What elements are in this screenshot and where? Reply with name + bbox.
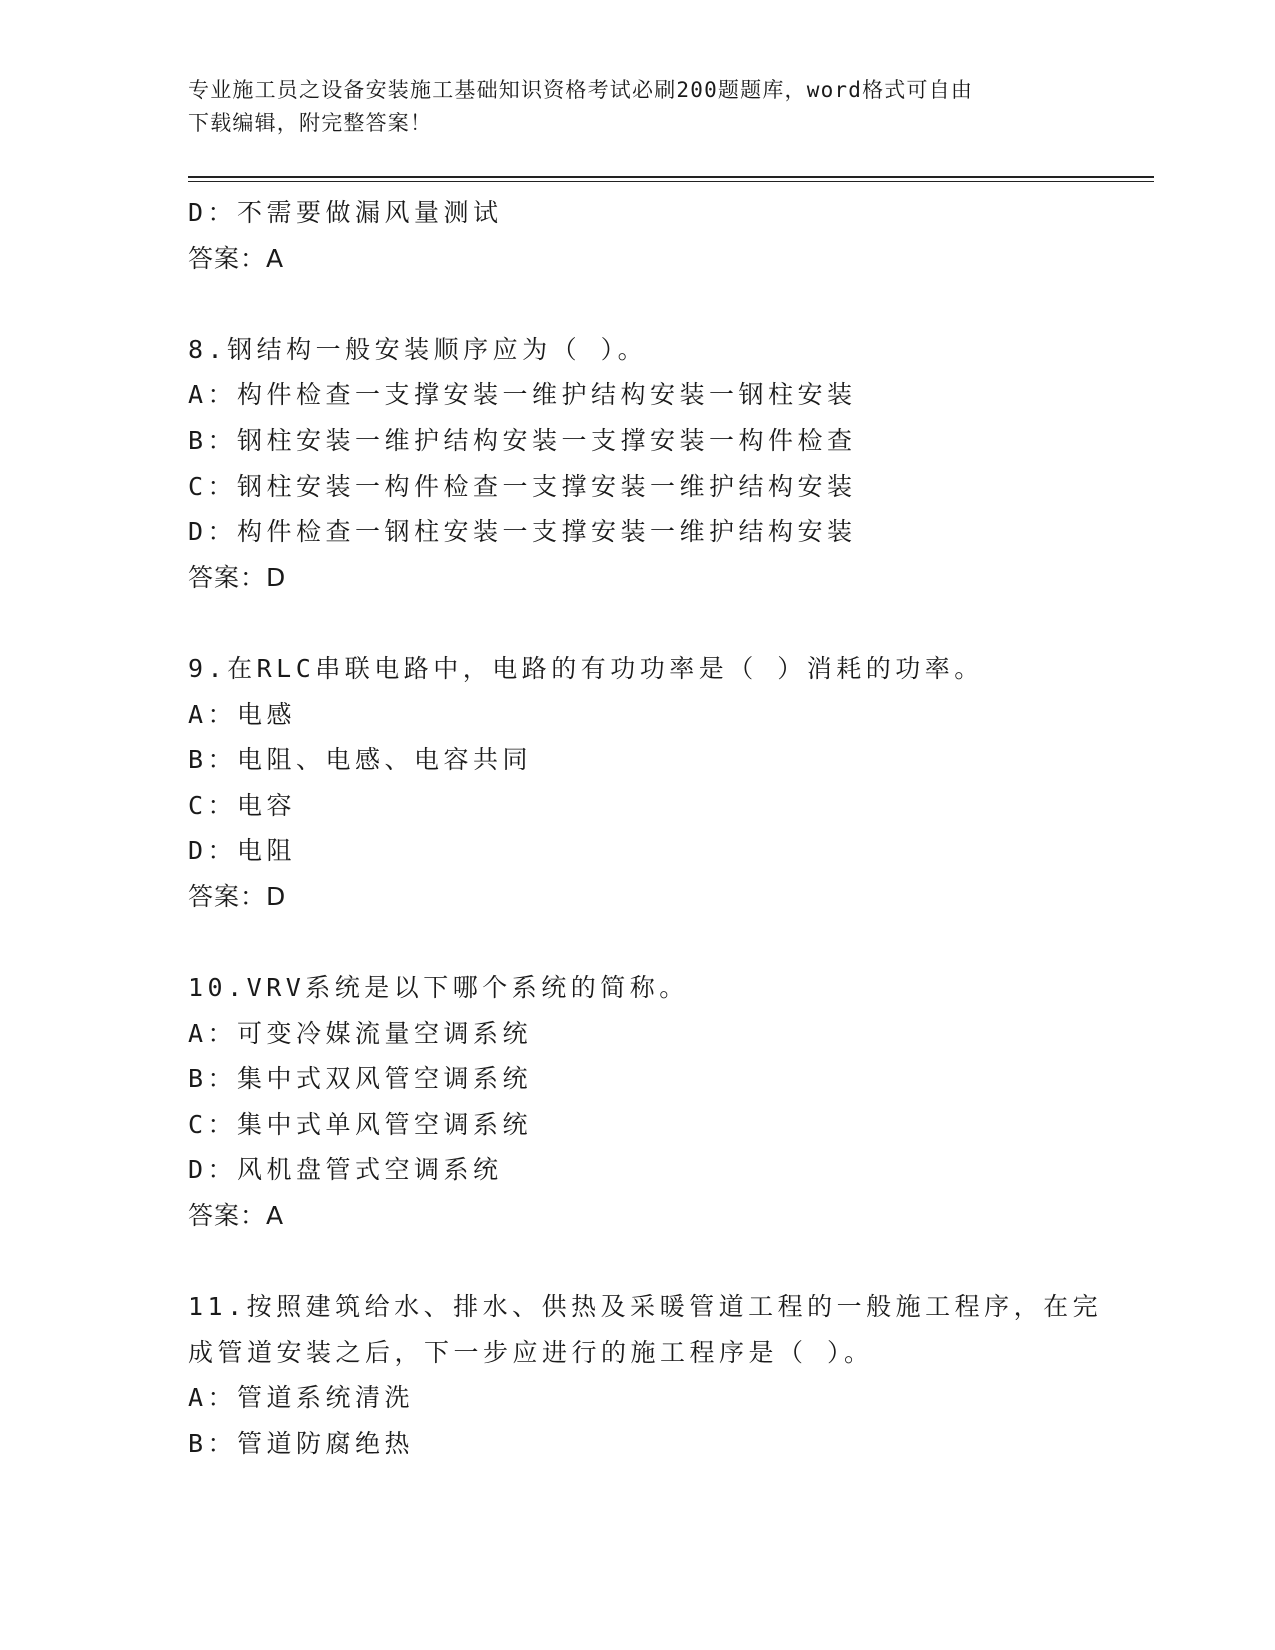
question-stem-line-2: 成管道安装之后，下一步应进行的施工程序是（ ）。	[188, 1337, 874, 1367]
option-b: B：集中式双风管空调系统	[188, 1064, 533, 1094]
prev-answer: 答案：A	[188, 243, 285, 273]
spacer	[188, 1239, 1088, 1285]
option-c: C：钢柱安装一构件检查一支撑安装一维护结构安装	[188, 471, 857, 501]
option-c: C：电容	[188, 790, 297, 820]
question-stem: 8.钢结构一般安装顺序应为（ ）。	[188, 334, 648, 364]
option-b: B：钢柱安装一维护结构安装一支撑安装一构件检查	[188, 425, 857, 455]
option-b: B：电阻、电感、电容共同	[188, 745, 533, 775]
option-a: A：可变冷媒流量空调系统	[188, 1018, 533, 1048]
spacer	[188, 281, 1088, 327]
spacer	[188, 920, 1088, 966]
option-d: D：构件检查一钢柱安装一支撑安装一维护结构安装	[188, 517, 857, 547]
question-stem: 9.在RLC串联电路中，电路的有功功率是（ ）消耗的功率。	[188, 653, 984, 683]
header-divider	[188, 176, 1154, 178]
option-d: D：风机盘管式空调系统	[188, 1155, 503, 1185]
answer: 答案：D	[188, 562, 287, 592]
answer: 答案：D	[188, 881, 287, 911]
prev-option-d: D：不需要做漏风量测试	[188, 198, 503, 227]
question-content	[188, 190, 1103, 1467]
question-10	[188, 965, 1088, 1239]
question-stem-line-1: 11.按照建筑给水、排水、供热及采暖管道工程的一般施工程序，在完	[188, 1292, 1103, 1322]
document-header	[188, 74, 1088, 140]
question-9	[188, 646, 1088, 920]
option-a: A：电感	[188, 699, 297, 729]
option-a: A：管道系统清洗	[188, 1383, 415, 1413]
spacer	[188, 600, 1088, 646]
question-11	[188, 1284, 1103, 1466]
header-line-1: 专业施工员之设备安装施工基础知识资格考试必刷200题题库，word格式可自由	[188, 78, 974, 102]
option-b: B：管道防腐绝热	[188, 1429, 415, 1459]
question-stem: 10.VRV系统是以下哪个系统的简称。	[188, 973, 689, 1003]
header-line-2: 下载编辑，附完整答案！	[188, 111, 433, 135]
option-a: A：构件检查一支撑安装一维护结构安装一钢柱安装	[188, 380, 857, 410]
option-d: D：电阻	[188, 836, 297, 866]
answer: 答案：A	[188, 1201, 285, 1231]
header-divider-thin	[188, 181, 1154, 182]
question-8	[188, 327, 1088, 601]
option-c: C：集中式单风管空调系统	[188, 1109, 533, 1139]
